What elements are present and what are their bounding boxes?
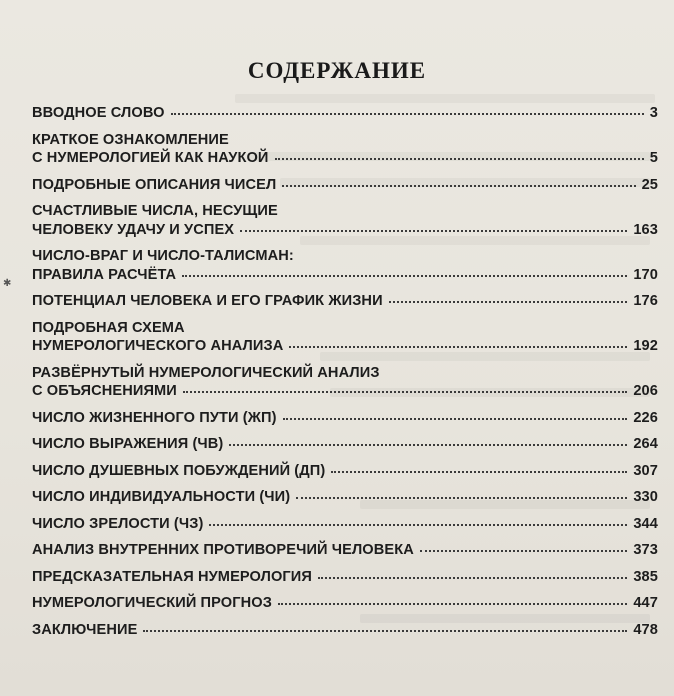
toc-entry-title-line: ЧИСЛО ЖИЗНЕННОГО ПУТИ (ЖП) — [32, 409, 277, 426]
dot-leader — [282, 185, 635, 187]
toc-entry — [32, 621, 658, 640]
toc-entry-page-number: 385 — [633, 568, 658, 585]
toc-entry — [32, 247, 658, 284]
dot-leader — [143, 630, 627, 632]
dot-leader — [296, 497, 627, 499]
dot-leader — [420, 550, 627, 552]
toc-entry-title-line: ПОДРОБНЫЕ ОПИСАНИЯ ЧИСЕЛ — [32, 176, 277, 193]
toc-entry-title-line: ЧИСЛО ВЫРАЖЕНИЯ (ЧВ) — [32, 436, 224, 452]
toc-entry — [32, 409, 658, 428]
toc-entry-page-number: 478 — [633, 621, 658, 638]
toc-entry-page-number: 373 — [633, 542, 658, 558]
toc-entry-page-number: 25 — [641, 176, 658, 193]
toc-entry — [32, 515, 658, 534]
dot-leader — [209, 524, 627, 526]
dot-leader — [171, 113, 644, 115]
toc-entry — [32, 488, 658, 507]
toc-entry-title-line: НУМЕРОЛОГИЧЕСКИЙ ПРОГНОЗ — [32, 595, 272, 611]
toc-entry-page-number: 3 — [649, 105, 658, 121]
toc-entry — [32, 541, 658, 560]
page-title: СОДЕРЖАНИЕ — [247, 58, 427, 83]
toc-entry — [32, 292, 658, 311]
toc-entry — [32, 435, 658, 454]
toc-entry-title-line: КРАТКОЕ ОЗНАКОМЛЕНИЕ — [32, 131, 229, 148]
toc-entry — [32, 462, 658, 481]
toc-entry-title-line: АНАЛИЗ ВНУТРЕННИХ ПРОТИВОРЕЧИЙ ЧЕЛОВЕКА — [32, 542, 414, 558]
toc-entry — [32, 364, 658, 401]
toc-entry-title-line: С ОБЪЯСНЕНИЯМИ — [32, 383, 177, 399]
toc-entry-page-number: 192 — [633, 338, 658, 354]
toc-entry-page-number: 5 — [649, 150, 658, 166]
toc-entry-title-line: ПРЕДСКАЗАТЕЛЬНАЯ НУМЕРОЛОГИЯ — [32, 568, 312, 585]
dot-leader — [289, 346, 627, 348]
toc-entry-title-line: ПОТЕНЦИАЛ ЧЕЛОВЕКА И ЕГО ГРАФИК ЖИЗНИ — [32, 293, 383, 309]
dot-leader — [183, 391, 627, 393]
toc-entry-title-line: РАЗВЁРНУТЫЙ НУМЕРОЛОГИЧЕСКИЙ АНАЛИЗ — [32, 364, 380, 381]
dot-leader — [331, 471, 627, 473]
dot-leader — [182, 275, 627, 277]
toc-entry-title-line: ПОДРОБНАЯ СХЕМА — [32, 319, 185, 336]
toc-entry-title-line: ЧИСЛО ЗРЕЛОСТИ (ЧЗ) — [32, 515, 204, 532]
toc-entry — [32, 104, 658, 123]
toc-entry-page-number: 226 — [633, 409, 658, 426]
dot-leader — [389, 301, 628, 303]
toc-entry-page-number: 206 — [633, 383, 658, 399]
toc-entry-page-number: 447 — [633, 595, 658, 611]
toc-entry-title-line: ЧИСЛО ДУШЕВНЫХ ПОБУЖДЕНИЙ (ДП) — [32, 462, 326, 479]
dot-leader — [240, 230, 627, 232]
toc-entry-title-line: ЧИСЛО ИНДИВИДУАЛЬНОСТИ (ЧИ) — [32, 489, 291, 505]
toc-entry-page-number: 344 — [633, 515, 658, 532]
dot-leader — [318, 577, 627, 579]
margin-mark: ✱ — [3, 278, 12, 289]
toc-entry-title-line: ЗАКЛЮЧЕНИЕ — [32, 621, 138, 638]
dot-leader — [278, 603, 627, 605]
toc-entry — [32, 176, 658, 195]
toc-entry-page-number: 176 — [633, 293, 658, 309]
toc-entry-page-number: 307 — [633, 462, 658, 479]
toc-entry — [32, 319, 658, 356]
toc-entry-page-number: 163 — [633, 221, 658, 238]
toc-entry-title-line: ПРАВИЛА РАСЧЁТА — [32, 266, 177, 283]
toc-entry-title-line: С НУМЕРОЛОГИЕЙ КАК НАУКОЙ — [32, 150, 269, 166]
toc-entry-title-line: ЧИСЛО-ВРАГ И ЧИСЛО-ТАЛИСМАН: — [32, 248, 294, 264]
toc-entry-page-number: 264 — [633, 436, 658, 452]
toc-entry-title-line: НУМЕРОЛОГИЧЕСКОГО АНАЛИЗА — [32, 338, 284, 354]
toc-entry — [32, 594, 658, 613]
toc-entry-title-line: ЧЕЛОВЕКУ УДАЧУ И УСПЕХ — [32, 221, 235, 238]
toc-entry-page-number: 330 — [633, 489, 658, 505]
toc-entry-page-number: 170 — [633, 266, 658, 283]
dot-leader — [229, 444, 627, 446]
table-of-contents — [32, 104, 658, 647]
toc-entry-title-line: СЧАСТЛИВЫЕ ЧИСЛА, НЕСУЩИЕ — [32, 203, 278, 219]
dot-leader — [275, 158, 644, 160]
toc-entry — [32, 202, 658, 239]
toc-entry-title-line: ВВОДНОЕ СЛОВО — [32, 105, 165, 121]
toc-entry — [32, 131, 658, 168]
dot-leader — [283, 418, 628, 420]
toc-entry — [32, 568, 658, 587]
